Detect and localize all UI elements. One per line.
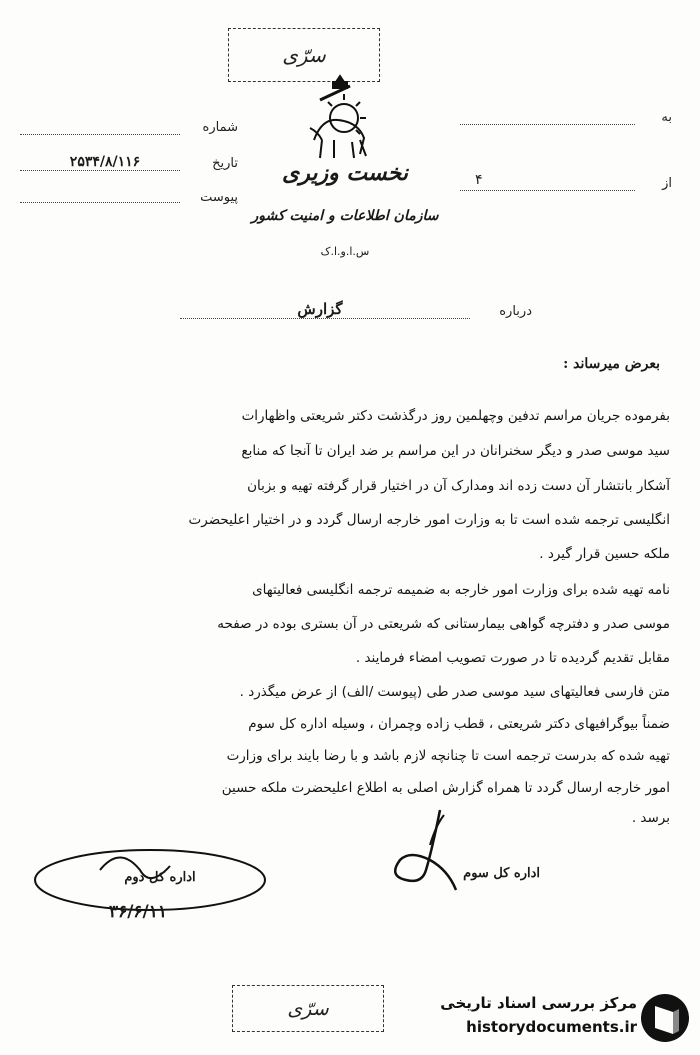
body-line: نامه تهیه شده برای وزارت امور خارجه به ضمیمه ترجمه انگلیسی فعالیتهای [252,582,670,598]
number-label: شماره [202,120,238,135]
bottom-stamp-text: سرّی [287,997,329,1020]
top-stamp-text: سرّی [282,43,326,67]
salutation: بعرض میرساند : [563,356,660,372]
attachment-field-line [20,202,180,203]
body-line: مقابل تقدیم گردیده تا در صورت تصویب امضاء فرمایند . [355,650,670,666]
attachment-label: پیوست [200,190,238,205]
subject-value: گزارش [297,300,343,318]
agency-code: س.ا.و.ا.ک [320,245,370,258]
subject-label: درباره [499,304,532,319]
body-line: بفرموده جریان مراسم تدفین وچهلمین روز درگذشت دکتر شریعتی واظهارات [241,408,670,424]
watermark-title: مرکز بررسی اسناد تاریخی [440,994,637,1012]
watermark [405,990,695,1050]
body-line: تهیه شده که بدرست ترجمه است تا چنانچه لازم باشد و با رضا بایند برای وزارت [226,748,670,764]
from-label: از [662,176,672,191]
from-field-line [460,190,635,191]
body-line: ملکه حسین قرار گیرد . [539,546,670,562]
right-signature-text: اداره کل سوم [463,866,540,881]
body-line: سید موسی صدر و دیگر سخنرانان در این مراسم بر ضد ایران تا آنجا که منابع [241,443,670,459]
handwritten-date: ۳۶/۶/۱۱ [108,902,168,922]
body-line: انگلیسی ترجمه شده است تا به وزارت امور خارجه ارسال گردد و در اختیار اعلیحضرت [188,512,670,528]
date-field-line [20,170,180,171]
to-label: به [661,110,672,125]
body-line: برسد . [631,810,670,826]
ministry-title: نخست وزیری [282,160,408,186]
agency-title: سازمان اطلاعات و امنیت کشور [251,208,439,224]
date-value: ۲۵۳۴/۸/۱۱۶ [69,154,141,170]
body-line: موسی صدر و دفترچه گواهی بیمارستانی که شریعتی در آن بستری بوده در صفحه [217,616,670,632]
body-line: ضمناً بیوگرافیهای دکتر شریعتی ، قطب زاده وچمران ، وسیله اداره کل سوم [248,716,670,732]
body-line: امور خارجه ارسال گردد تا همراه گزارش اصلی به اطلاع اعلیحضرت ملکه حسین [221,780,670,796]
number-field-line [20,134,180,135]
right-signature-icon [370,805,480,900]
to-field-line [460,124,635,125]
body-line: آشکار بانتشار آن دست زده اند ومدارک آن در اختیار قرار گرفته تهیه و بزبان [247,478,670,494]
left-signature-text: اداره کل دوم [124,870,196,885]
date-label: تاریخ [212,156,238,171]
archive-logo-icon [639,992,691,1044]
body-line: متن فارسی فعالیتهای سید موسی صدر طی (پیوست /الف) از عرض میگذرد . [239,684,670,700]
from-value: ۴ [475,172,483,188]
watermark-url: historydocuments.ir [466,1018,637,1036]
subject-field-line [180,318,470,319]
lion-and-sun-emblem-icon [300,70,380,165]
bottom-classification-stamp [232,985,384,1032]
